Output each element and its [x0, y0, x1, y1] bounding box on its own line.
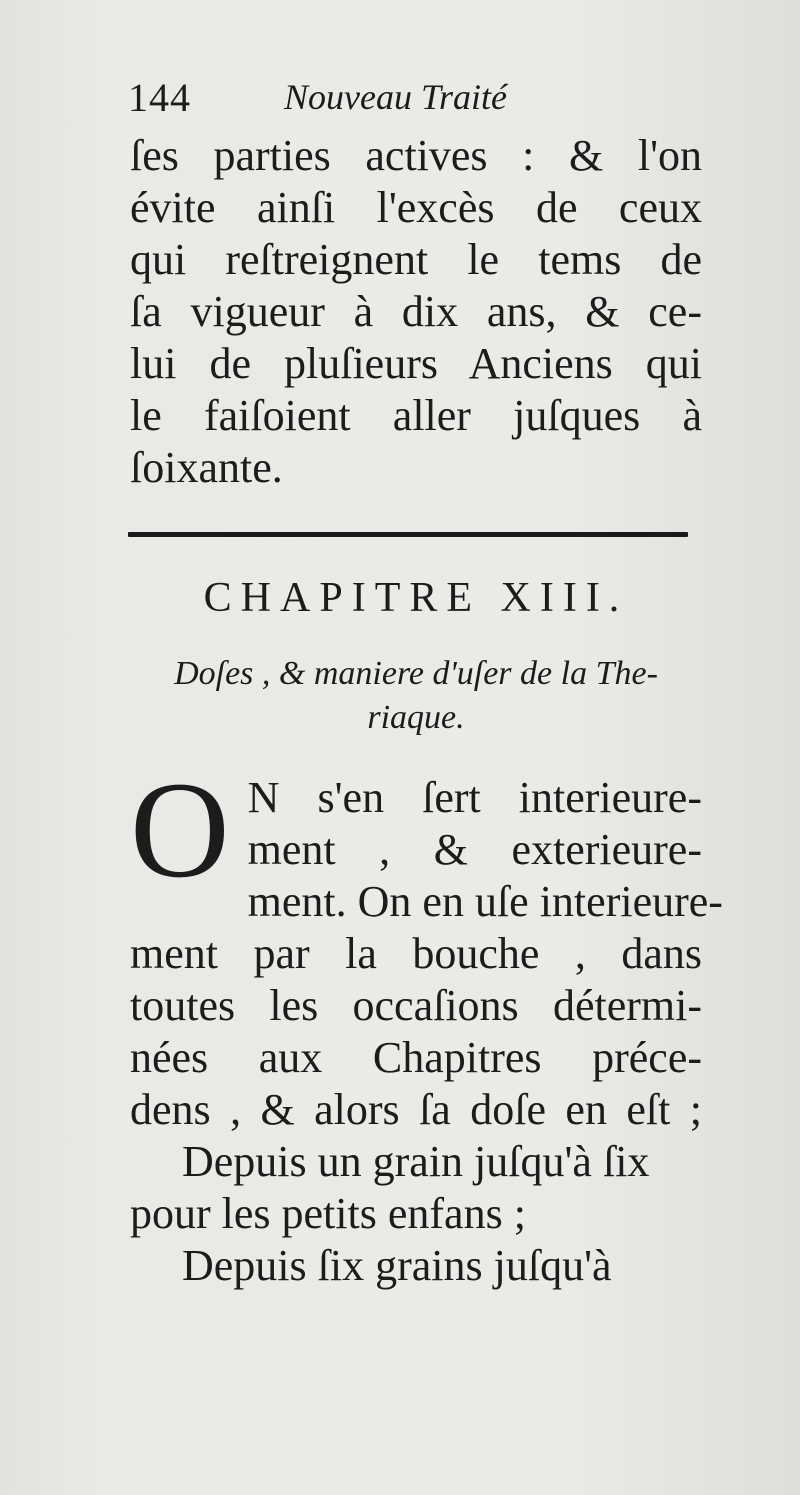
subtitle-line: riaque.: [367, 699, 465, 736]
text-line: ſoixante.: [130, 443, 283, 492]
text-line: ment. On en uſe interieure-: [247, 877, 723, 926]
running-head: Nouveau Traité: [284, 77, 507, 117]
page-number: 144: [128, 75, 191, 120]
text-line: ſa vigueur à dix ans, & ce-: [130, 287, 702, 336]
text-line: dens , & alors ſa doſe en eſt ;: [130, 1085, 702, 1134]
paragraph-continuation: [130, 130, 702, 494]
text-line: toutes les occaſions détermi-: [130, 981, 702, 1030]
text-line: nées aux Chapitres préce-: [130, 1033, 702, 1082]
section-divider: [128, 532, 688, 537]
text-line: lui de pluſieurs Anciens qui: [130, 339, 702, 388]
text-line: ſes parties actives : & l'on: [130, 131, 702, 180]
text-line: ment par la bouche , dans: [130, 929, 702, 978]
text-line: Depuis un grain juſqu'à ſix: [182, 1137, 650, 1186]
drop-cap: O: [130, 753, 230, 906]
text-line: Depuis ſix grains juſqu'à: [182, 1241, 612, 1290]
chapter-paragraph: [130, 753, 723, 1292]
subtitle-line: Doſes , & maniere d'uſer de la The-: [174, 655, 658, 692]
text-line: ment , & exterieure-: [247, 825, 702, 874]
text-line: évite ainſi l'excès de ceux: [130, 183, 702, 232]
chapter-title: CHAPITRE XIII.: [203, 575, 629, 621]
text-line: pour les petits enfans ;: [130, 1189, 526, 1238]
text-line: N s'en ſert interieure-: [247, 773, 702, 822]
text-line: qui reſtreignent le tems de: [130, 235, 702, 284]
text-line: le faiſoient aller juſques à: [130, 391, 702, 440]
chapter-subtitle: [130, 652, 702, 740]
page-header: [128, 74, 708, 124]
